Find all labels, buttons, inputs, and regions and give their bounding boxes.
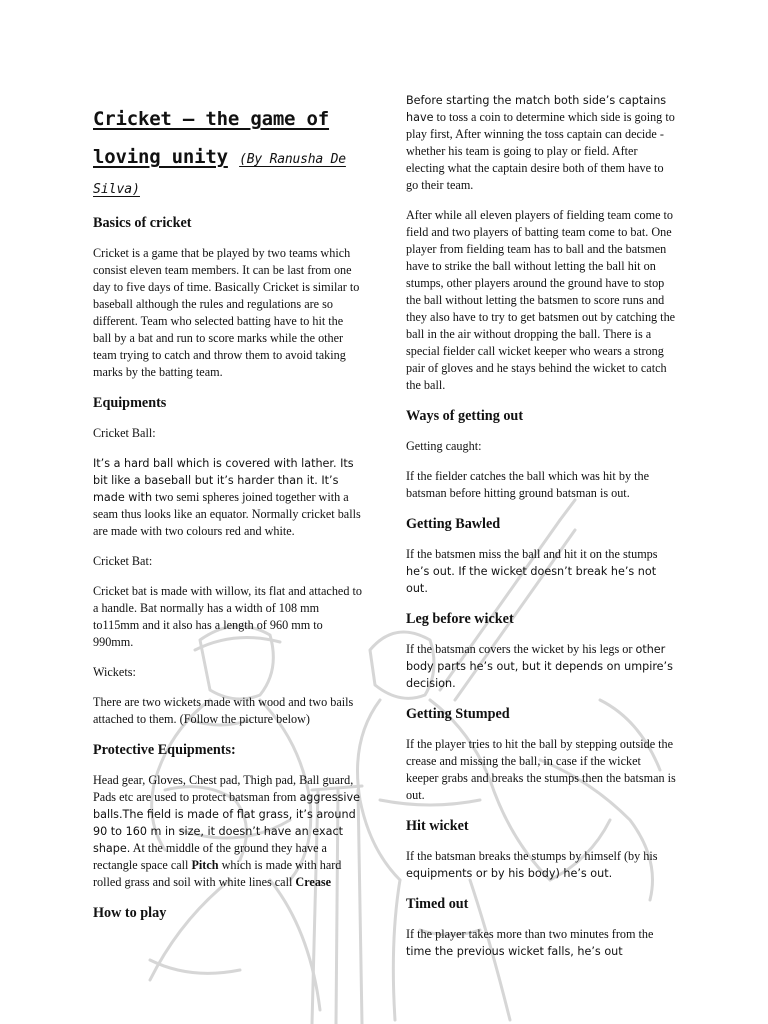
- pitch-term: Pitch: [191, 858, 219, 872]
- equipments-heading: Equipments: [93, 395, 167, 411]
- article-title: [93, 100, 363, 179]
- left-column: [93, 100, 363, 935]
- right-column: [406, 92, 676, 973]
- getting-stumped-heading: Getting Stumped: [406, 706, 510, 722]
- timed-out-paragraph: If the player takes more than two minutes from the time the previous wicket falls, he’s out: [406, 927, 654, 958]
- title-line-2: loving unity: [93, 146, 228, 168]
- byline-part-1: (By Ranusha De: [239, 152, 346, 167]
- title-line-1: Cricket – the game of: [93, 108, 330, 130]
- hit-wicket-paragraph: If the batsman breaks the stumps by himself (by his equipments or by his body) he’s out.: [406, 849, 658, 880]
- getting-bawled-paragraph: If the batsmen miss the ball and hit it on the stumps he’s out. If the wicket doesn’t break he’s not out.: [406, 547, 658, 595]
- wickets-paragraph: There are two wickets made with wood and two bails attached to them. (Follow the picture below): [93, 695, 354, 726]
- hit-wicket-heading: Hit wicket: [406, 818, 469, 834]
- cricket-bat-paragraph: Cricket bat is made with willow, its flat and attached to a handle. Bat normally has a width of 108 mm to115mm and it also has a length of 960 mm to 990mm.: [93, 584, 362, 649]
- basics-heading: Basics of cricket: [93, 215, 192, 231]
- timed-out-heading: Timed out: [406, 896, 469, 912]
- crease-term: Crease: [295, 875, 332, 889]
- cricket-ball-paragraph: It’s a hard ball which is covered with lather. Its bit like a baseball but it’s harder than it. It’s made with two semi spheres joined together with a seam thus looks like an equator. Normally cricket balls are made with two colours red and white.: [93, 457, 361, 538]
- cricket-ball-label: Cricket Ball:: [93, 426, 156, 440]
- getting-caught-paragraph: If the fielder catches the ball which was hit by the batsman before hitting ground batsman is out.: [406, 469, 649, 500]
- getting-bawled-heading: Getting Bawled: [406, 516, 501, 532]
- byline-part-2: Silva): [93, 182, 140, 197]
- protective-equipments-heading: Protective Equipments:: [93, 742, 236, 758]
- how-to-play-heading: How to play: [93, 905, 167, 921]
- leg-before-wicket-heading: Leg before wicket: [406, 611, 514, 627]
- protective-paragraph: Head gear, Gloves, Chest pad, Thigh pad, Ball guard, Pads etc are used to protect batsman from aggressive balls.The field is made of flat grass, it’s around 90 to 160 m in size, it doesn’t have an exact shape. At the middle of the ground they have a rectangle space call Pitch which is made with hard rolled grass and soil with white lines call Crease: [93, 773, 361, 889]
- getting-stumped-paragraph: If the player tries to hit the ball by stepping outside the crease and missing the ball, in case if the wicket keeper grabs and breaks the stumps then the batsman is out.: [406, 737, 676, 802]
- toss-paragraph: Before starting the match both side’s captains have to toss a coin to determine which side is going to play first, After winning the toss captain can decide - whether his team is going to play or field. After electing what the captain desire both of them have to go their team.: [406, 94, 675, 192]
- basics-paragraph: Cricket is a game that be played by two teams which consist eleven team members. It can be last from one day to five days of time. Basically Cricket is similar to baseball although the rules and regulations are so different. Team who selected batting have to hit the ball by a bat and run to score marks while the other team trying to catch and throw them to avoid taking marks by the batting team.: [93, 246, 360, 379]
- leg-before-wicket-paragraph: If the batsman covers the wicket by his legs or other body parts he’s out, but it depends on umpire’s decision.: [406, 642, 673, 690]
- getting-caught-label: Getting caught:: [406, 439, 482, 453]
- wickets-label: Wickets:: [93, 665, 136, 679]
- ways-of-getting-out-heading: Ways of getting out: [406, 408, 524, 424]
- cricket-bat-label: Cricket Bat:: [93, 554, 153, 568]
- fielding-paragraph: After while all eleven players of fielding team come to field and two players of batting team come to bat. One player from fielding team has to ball and the batsmen have to strike the ball without letting the ball hit on stumps, other players around the ground have to stop the ball without letting the batsmen to score runs and they also have to try to get batsmen out by catching the ball in the air without dropping the ball. There is a special fielder call wicket keeper who wears a strong pair of gloves and he stays behind the wicket to catch the ball.: [406, 208, 676, 392]
